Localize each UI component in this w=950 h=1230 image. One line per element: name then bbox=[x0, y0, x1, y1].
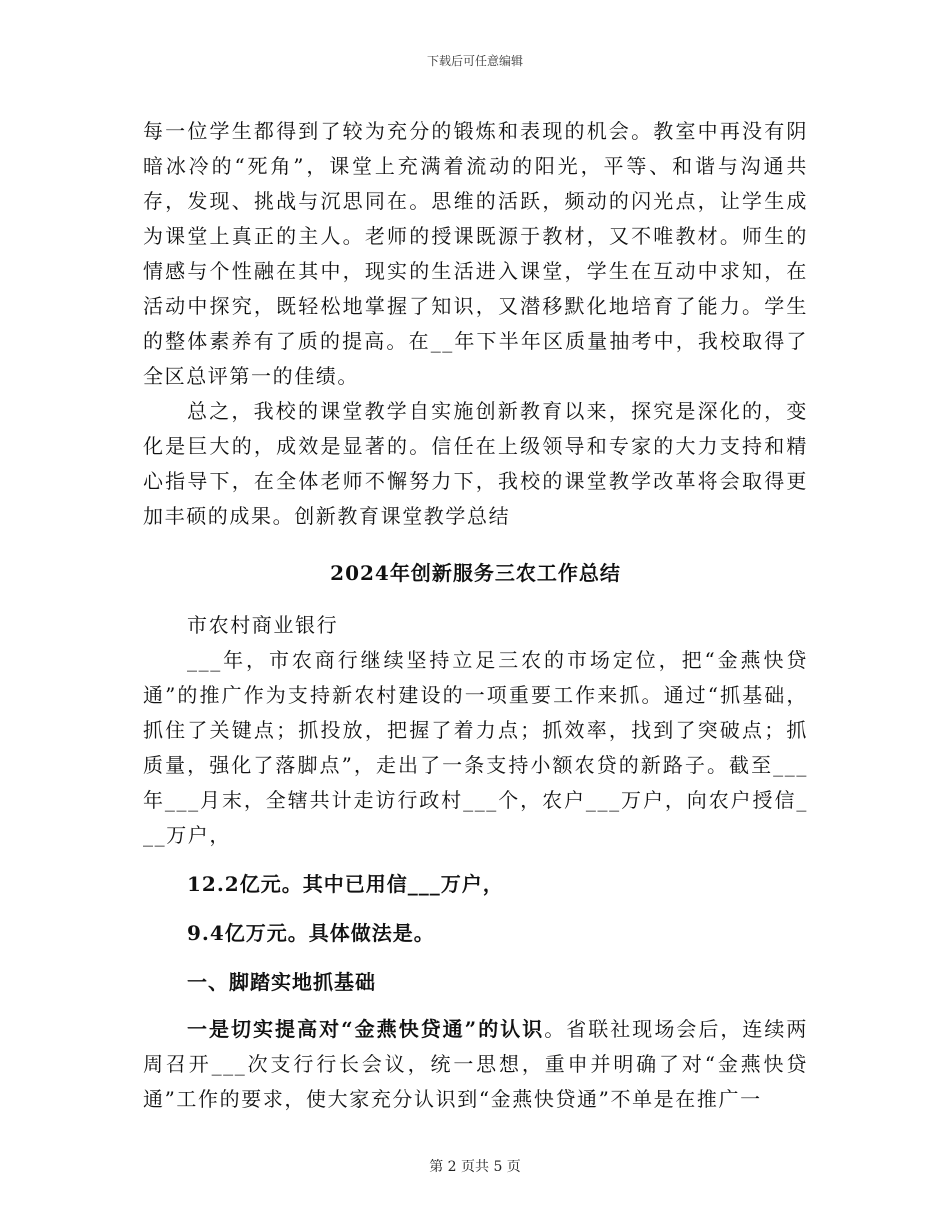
paragraph-3: ___年，市农商行继续坚持立足三农的市场定位，把“金燕快贷通”的推广作为支持新农村建设的一项重要工作来抓。通过“抓基础，抓住了关键点；抓投放，把握了着力点；抓效率，找到了突破点；抓质量，强化了落脚点”，走出了一条支持小额农贷的新路子。截至___年___月末，全辖共计走访行政村___个，农户___万户，向农户授信___万户， bbox=[143, 648, 808, 847]
document-body bbox=[143, 114, 808, 1117]
organization-name: 市农村商业银行 bbox=[187, 613, 339, 637]
bold-line-1: 12.2亿元。其中已用信___万户， bbox=[187, 872, 504, 896]
bold-line-2: 9.4亿万元。具体做法是。 bbox=[187, 921, 435, 945]
section-title: 2024年创新服务三农工作总结 bbox=[330, 561, 621, 585]
header-note: 下载后可任意编辑 bbox=[426, 54, 523, 68]
paragraph-4 bbox=[143, 1012, 808, 1117]
heading-1: 一、脚踏实地抓基础 bbox=[187, 970, 376, 994]
paragraph-4-lead: 一是切实提高对“金燕快贷通”的认识 bbox=[187, 1017, 545, 1041]
page-number: 第 2 页共 5 页 bbox=[429, 1159, 521, 1175]
paragraph-2: 总之，我校的课堂教学自实施创新教育以来，探究是深化的，变化是巨大的，成效是显著的。信任在上级领导和专家的大力支持和精心指导下，在全体老师不懈努力下，我校的课堂教学改革将会取得更加丰硕的成果。创新教育课堂教学总结 bbox=[143, 399, 808, 528]
paragraph-4-text: 。省联社现场会后，连续两周召开___次支行行长会议，统一思想，重申并明确了对“金燕快贷通”工作的要求，使大家充分认识到“金燕快贷通”不单是在推广一 bbox=[143, 1017, 808, 1111]
paragraph-1: 每一位学生都得到了较为充分的锻炼和表现的机会。教室中再没有阴暗冰冷的“死角”，课堂上充满着流动的阳光，平等、和谐与沟通共存，发现、挑战与沉思同在。思维的活跃，频动的闪光点，让学生成为课堂上真正的主人。老师的授课既源于教材，又不唯教材。师生的情感与个性融在其中，现实的生活进入课堂，学生在互动中求知，在活动中探究，既轻松地掌握了知识，又潜移默化地培育了能力。学生的整体素养有了质的提高。在__年下半年区质量抽考中，我校取得了全区总评第一的佳绩。 bbox=[143, 119, 808, 388]
